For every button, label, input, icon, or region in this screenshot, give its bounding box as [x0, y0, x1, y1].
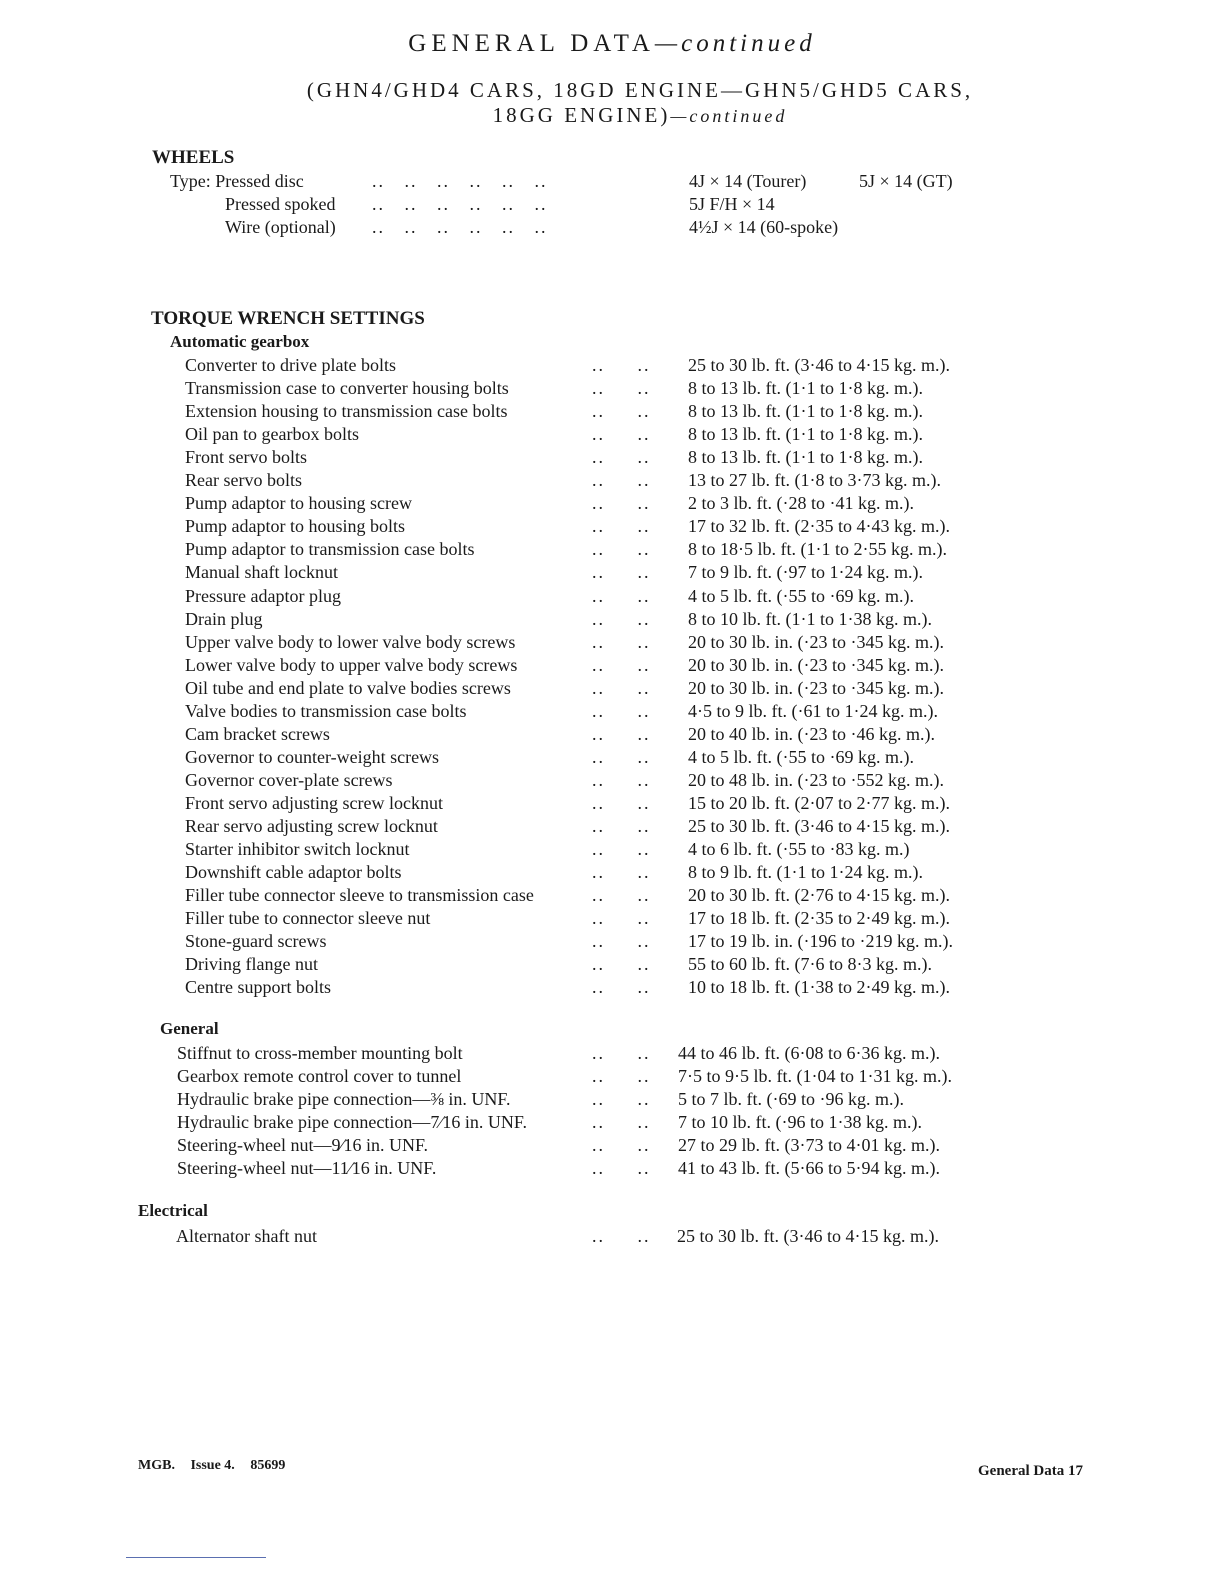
row-label: Driving flange nut	[185, 954, 318, 975]
row-value: 41 to 43 lb. ft. (5·66 to 5·94 kg. m.).	[678, 1158, 940, 1178]
torque-row	[177, 1112, 1000, 1135]
row-label: Centre support bolts	[185, 977, 331, 998]
row-value: 2 to 3 lb. ft. (·28 to ·41 kg. m.).	[688, 493, 914, 514]
leader-dots: .. ..	[592, 631, 651, 652]
torque-row	[185, 908, 1000, 931]
row-value: 17 to 32 lb. ft. (2·35 to 4·43 kg. m.).	[688, 516, 950, 537]
row-label: Rear servo bolts	[185, 470, 302, 491]
row-label: Stone-guard screws	[185, 931, 327, 952]
row-label: Hydraulic brake pipe connection—⅜ in. UNF.	[177, 1089, 511, 1109]
row-value: 4·5 to 9 lb. ft. (·61 to 1·24 kg. m.).	[688, 700, 938, 721]
row-value: 17 to 19 lb. in. (·196 to ·219 kg. m.).	[688, 931, 953, 952]
leader-dots: .. ..	[592, 470, 651, 491]
row-label: Oil pan to gearbox bolts	[185, 424, 359, 445]
row-value: 7·5 to 9·5 lb. ft. (1·04 to 1·31 kg. m.).	[678, 1066, 952, 1086]
leader-dots: .. ..	[592, 1112, 651, 1132]
row-value: 8 to 18·5 lb. ft. (1·1 to 2·55 kg. m.).	[688, 539, 947, 560]
row-value: 8 to 10 lb. ft. (1·1 to 1·38 kg. m.).	[688, 608, 932, 629]
row-label: Upper valve body to lower valve body screws	[185, 631, 516, 652]
torque-row	[185, 678, 1000, 701]
row-value: 4 to 6 lb. ft. (·55 to ·83 kg. m.)	[688, 839, 910, 860]
row-label: Steering-wheel nut—11⁄16 in. UNF.	[177, 1158, 437, 1178]
leader-dots: .. ..	[592, 792, 651, 813]
footer-code: 85699	[250, 1458, 286, 1473]
general-heading: General	[160, 1019, 219, 1038]
row-value: 20 to 30 lb. in. (·23 to ·345 kg. m.).	[688, 631, 944, 652]
torque-row	[185, 816, 1000, 839]
row-value: 27 to 29 lb. ft. (3·73 to 4·01 kg. m.).	[678, 1135, 940, 1155]
leader-dots: .. ..	[592, 562, 651, 583]
leader-dots: .. ..	[592, 355, 651, 375]
torque-row	[177, 1135, 1000, 1158]
leader-dots: .. .. .. .. .. ..	[372, 171, 548, 191]
wheels-row	[225, 217, 1025, 240]
torque-row	[185, 770, 1000, 793]
leader-dots: .. ..	[592, 654, 651, 675]
wheels-row	[225, 194, 1025, 217]
torque-row	[185, 839, 1000, 862]
row-label: Extension housing to transmission case bolts	[185, 401, 508, 422]
row-value: 20 to 30 lb. ft. (2·76 to 4·15 kg. m.).	[688, 885, 950, 906]
row-label: Alternator shaft nut	[176, 1226, 317, 1246]
torque-row	[185, 609, 1000, 632]
page-title	[0, 30, 1224, 58]
row-value: 4½J × 14 (60-spoke)	[689, 217, 839, 237]
torque-row	[185, 931, 1000, 954]
row-value: 4 to 5 lb. ft. (·55 to ·69 kg. m.).	[688, 746, 914, 767]
torque-row	[185, 885, 1000, 908]
leader-dots: .. ..	[592, 608, 651, 629]
leader-dots: .. ..	[592, 931, 651, 952]
torque-row	[177, 1089, 1000, 1112]
torque-row	[185, 954, 1000, 977]
row-value: 55 to 60 lb. ft. (7·6 to 8·3 kg. m.).	[688, 954, 932, 975]
torque-row	[185, 793, 1000, 816]
leader-dots: .. ..	[592, 1226, 651, 1246]
wheels-row	[170, 171, 1070, 194]
subtitle-continued: —continued	[670, 106, 788, 126]
footer-page-ref: General Data 17	[978, 1463, 1083, 1479]
row-label: Lower valve body to upper valve body screws	[185, 654, 518, 675]
title-main: GENERAL DATA	[408, 30, 655, 57]
torque-row	[185, 355, 1000, 378]
row-value: 44 to 46 lb. ft. (6·08 to 6·36 kg. m.).	[678, 1043, 940, 1063]
leader-dots: .. ..	[592, 862, 651, 883]
leader-dots: .. ..	[592, 1089, 651, 1109]
row-value: 8 to 13 lb. ft. (1·1 to 1·8 kg. m.).	[688, 401, 923, 422]
row-value: 20 to 30 lb. in. (·23 to ·345 kg. m.).	[688, 677, 944, 698]
leader-dots: .. ..	[592, 424, 651, 445]
torque-row	[177, 1043, 1000, 1066]
row-label: Transmission case to converter housing bolts	[185, 378, 509, 399]
leader-dots: .. ..	[592, 539, 651, 560]
torque-row	[177, 1066, 1000, 1089]
row-label: Front servo bolts	[185, 447, 308, 468]
leader-dots: .. ..	[592, 816, 651, 836]
torque-row	[185, 516, 1000, 539]
torque-row	[185, 747, 1000, 770]
title-continued: —continued	[654, 30, 816, 57]
row-value: 20 to 30 lb. in. (·23 to ·345 kg. m.).	[688, 654, 944, 675]
row-label: Converter to drive plate bolts	[185, 355, 396, 375]
leader-dots: .. ..	[592, 401, 651, 422]
leader-dots: .. ..	[592, 769, 651, 790]
row-label: Governor cover-plate screws	[185, 769, 393, 790]
row-label: Front servo adjusting screw locknut	[185, 792, 443, 813]
leader-dots: .. ..	[592, 908, 651, 929]
row-value: 5 to 7 lb. ft. (·69 to ·96 kg. m.).	[678, 1089, 904, 1109]
torque-row	[185, 862, 1000, 885]
torque-heading: TORQUE WRENCH SETTINGS	[151, 308, 425, 329]
torque-row	[185, 724, 1000, 747]
torque-row	[176, 1226, 1000, 1249]
leader-dots: .. .. .. .. .. ..	[372, 217, 548, 237]
leader-dots: .. .. .. .. .. ..	[372, 194, 548, 214]
torque-row	[177, 1158, 1000, 1181]
row-label: Type: Pressed disc	[170, 171, 304, 191]
leader-dots: .. ..	[592, 378, 651, 399]
leader-dots: .. ..	[592, 954, 651, 975]
row-value: 20 to 48 lb. in. (·23 to ·552 kg. m.).	[688, 769, 944, 790]
row-value: 13 to 27 lb. ft. (1·8 to 3·73 kg. m.).	[688, 470, 941, 491]
row-value: 7 to 9 lb. ft. (·97 to 1·24 kg. m.).	[688, 562, 923, 583]
leader-dots: .. ..	[592, 977, 651, 998]
footer-rule	[126, 1557, 266, 1558]
row-label: Filler tube connector sleeve to transmission case	[185, 885, 534, 906]
torque-row	[185, 655, 1000, 678]
row-value-gt: 5J × 14 (GT)	[859, 171, 953, 191]
torque-row	[185, 470, 1000, 493]
wheels-heading: WHEELS	[152, 147, 235, 168]
row-value: 4J × 14 (Tourer)	[689, 171, 807, 191]
torque-row	[185, 586, 1000, 609]
leader-dots: .. ..	[592, 677, 651, 698]
row-label: Pressure adaptor plug	[185, 585, 341, 606]
row-label: Steering-wheel nut—9⁄16 in. UNF.	[177, 1135, 429, 1155]
leader-dots: .. ..	[592, 1066, 651, 1086]
row-label: Filler tube to connector sleeve nut	[185, 908, 431, 929]
row-label: Pump adaptor to housing bolts	[185, 516, 405, 537]
leader-dots: .. ..	[592, 1043, 651, 1063]
row-label: Wire (optional)	[225, 217, 336, 237]
row-value: 25 to 30 lb. ft. (3·46 to 4·15 kg. m.).	[688, 355, 950, 375]
subtitle-line-2: 18GG ENGINE)	[492, 103, 671, 127]
torque-row	[185, 378, 1000, 401]
row-value: 15 to 20 lb. ft. (2·07 to 2·77 kg. m.).	[688, 792, 950, 813]
row-value: 20 to 40 lb. in. (·23 to ·46 kg. m.).	[688, 723, 935, 744]
row-label: Stiffnut to cross-member mounting bolt	[177, 1043, 463, 1063]
row-label: Gearbox remote control cover to tunnel	[177, 1066, 462, 1086]
leader-dots: .. ..	[592, 839, 651, 860]
row-value: 8 to 13 lb. ft. (1·1 to 1·8 kg. m.).	[688, 424, 923, 445]
torque-row	[185, 632, 1000, 655]
torque-row	[185, 447, 1000, 470]
row-value: 4 to 5 lb. ft. (·55 to ·69 kg. m.).	[688, 585, 914, 606]
row-label: Valve bodies to transmission case bolts	[185, 700, 467, 721]
leader-dots: .. ..	[592, 1135, 651, 1155]
leader-dots: .. ..	[592, 1158, 651, 1178]
torque-row	[185, 493, 1000, 516]
footer-issue-number: Issue 4.	[190, 1458, 235, 1473]
leader-dots: .. ..	[592, 516, 651, 537]
row-label: Pump adaptor to housing screw	[185, 493, 412, 514]
row-label: Oil tube and end plate to valve bodies screws	[185, 677, 511, 698]
torque-row	[185, 539, 1000, 562]
leader-dots: .. ..	[592, 885, 651, 906]
row-label: Cam bracket screws	[185, 723, 330, 744]
automatic-gearbox-heading: Automatic gearbox	[170, 332, 310, 351]
footer-model: MGB.	[138, 1458, 175, 1473]
leader-dots: .. ..	[592, 723, 651, 744]
leader-dots: .. ..	[592, 746, 651, 767]
footer-issue	[138, 1458, 297, 1474]
row-label: Downshift cable adaptor bolts	[185, 862, 402, 883]
leader-dots: .. ..	[592, 493, 651, 514]
row-label: Drain plug	[185, 608, 263, 629]
row-value: 8 to 13 lb. ft. (1·1 to 1·8 kg. m.).	[688, 378, 923, 399]
torque-row	[185, 562, 1000, 585]
row-label: Starter inhibitor switch locknut	[185, 839, 410, 860]
row-label: Governor to counter-weight screws	[185, 746, 440, 767]
subtitle-line-1: (GHN4/GHD4 CARS, 18GD ENGINE—GHN5/GHD5 CARS,	[306, 78, 974, 102]
row-value: 7 to 10 lb. ft. (·96 to 1·38 kg. m.).	[678, 1112, 922, 1132]
row-value: 8 to 13 lb. ft. (1·1 to 1·8 kg. m.).	[688, 447, 923, 468]
row-label: Hydraulic brake pipe connection—7⁄16 in. UNF.	[177, 1112, 527, 1132]
page-subtitle	[0, 78, 1224, 129]
torque-row	[185, 977, 1000, 1000]
row-label: Rear servo adjusting screw locknut	[185, 816, 438, 836]
row-value: 25 to 30 lb. ft. (3·46 to 4·15 kg. m.).	[688, 816, 950, 836]
electrical-heading: Electrical	[138, 1201, 208, 1220]
leader-dots: .. ..	[592, 700, 651, 721]
row-value: 25 to 30 lb. ft. (3·46 to 4·15 kg. m.).	[677, 1226, 939, 1246]
row-value: 17 to 18 lb. ft. (2·35 to 2·49 kg. m.).	[688, 908, 950, 929]
row-label: Pressed spoked	[225, 194, 336, 214]
torque-row	[185, 401, 1000, 424]
row-label: Pump adaptor to transmission case bolts	[185, 539, 475, 560]
row-value: 8 to 9 lb. ft. (1·1 to 1·24 kg. m.).	[688, 862, 923, 883]
row-value: 10 to 18 lb. ft. (1·38 to 2·49 kg. m.).	[688, 977, 950, 998]
torque-row	[185, 424, 1000, 447]
torque-row	[185, 701, 1000, 724]
row-label: Manual shaft locknut	[185, 562, 338, 583]
leader-dots: .. ..	[592, 585, 651, 606]
leader-dots: .. ..	[592, 447, 651, 468]
row-value: 5J F/H × 14	[689, 194, 775, 214]
